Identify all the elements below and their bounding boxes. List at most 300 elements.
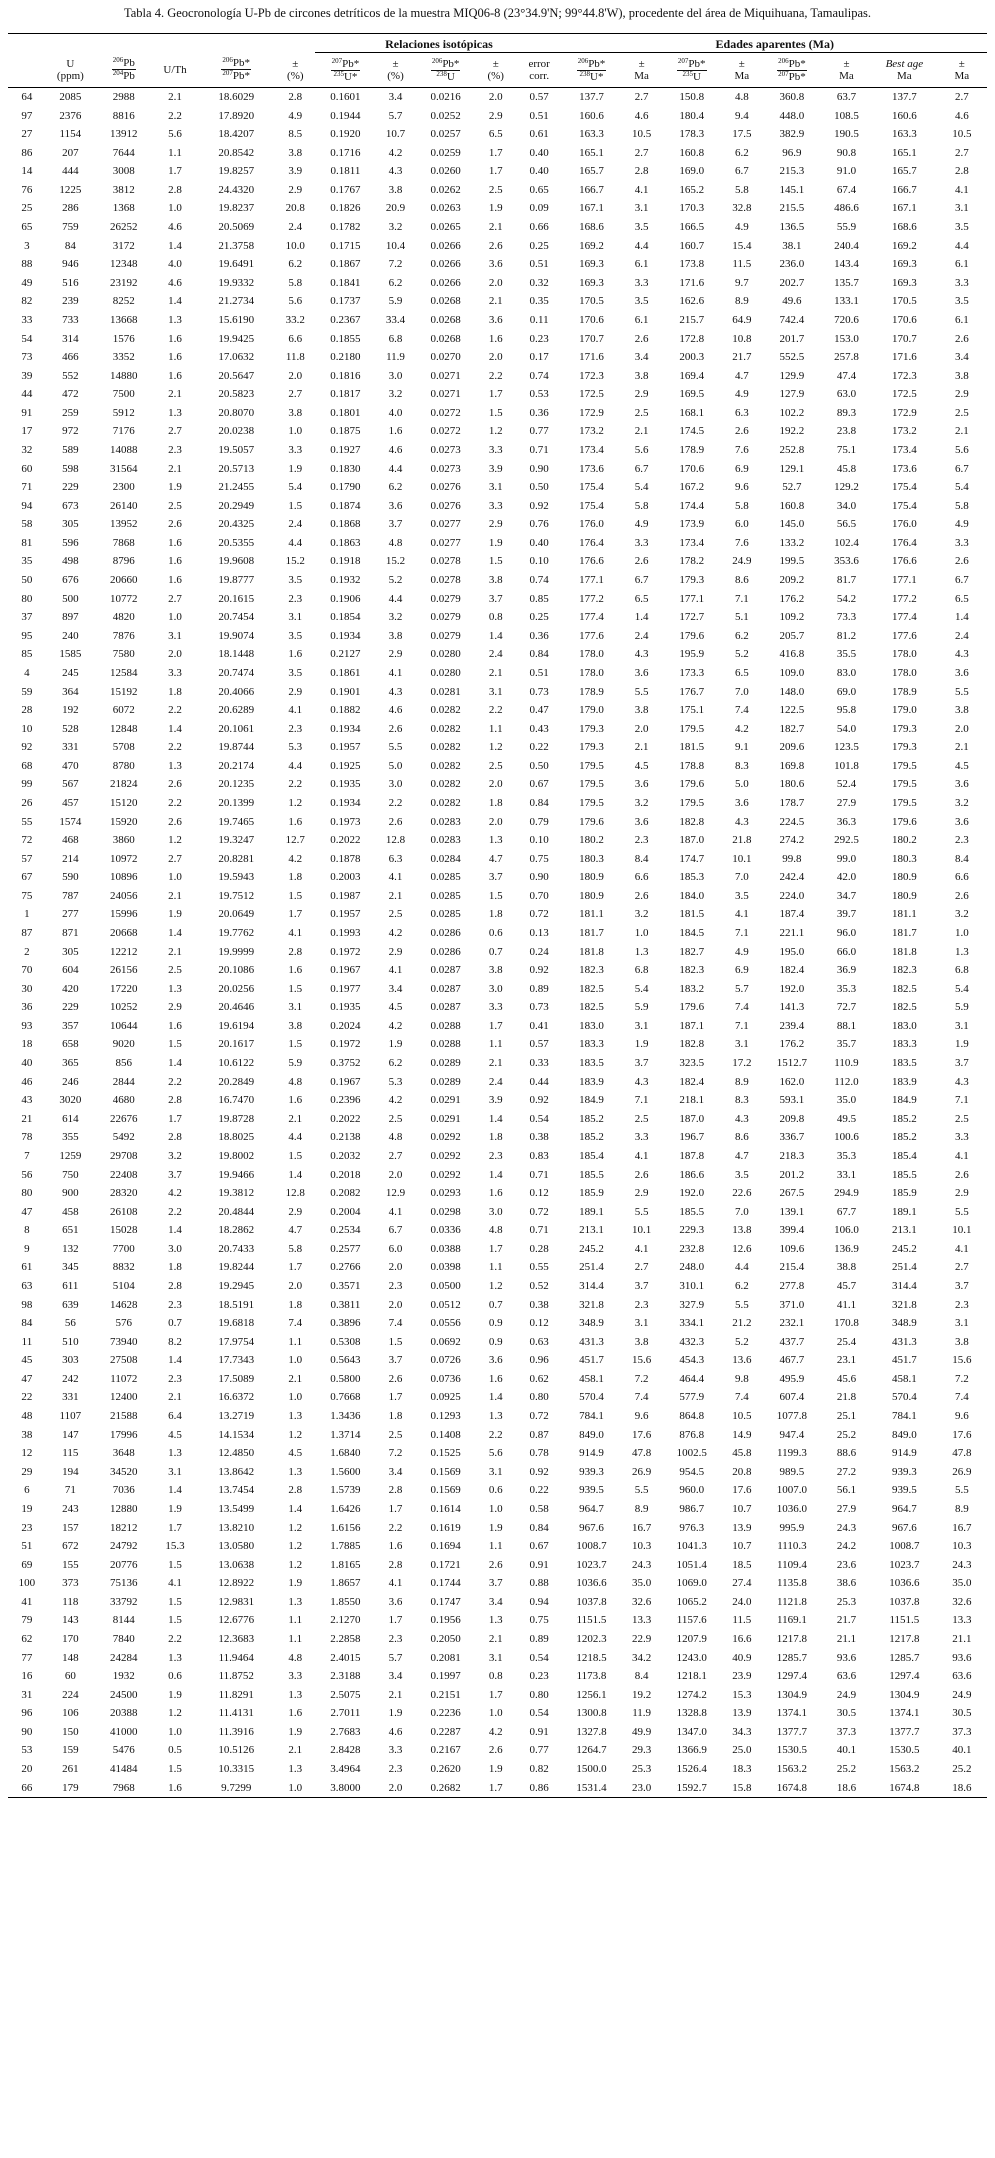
table-cell: 0.1293 [430,1410,461,1423]
table-cell: 185.5 [891,1168,917,1181]
table-cell: 20.1615 [218,592,255,605]
table-cell: 179.0 [579,704,604,717]
table-cell: 172.3 [891,369,917,382]
table-cell: 720.6 [834,313,859,326]
table-cell: 0.50 [529,481,549,494]
table-cell: 14.9 [732,1428,752,1441]
table-cell: 6.7 [954,574,969,587]
table-cell: 2.6 [488,239,503,252]
table-cell: 180.6 [779,778,805,791]
table-cell: 1304.9 [776,1688,808,1701]
table-cell: 964.7 [891,1502,917,1515]
table-cell: 20.5647 [218,369,255,382]
table-row [8,794,987,813]
table-cell: 6.0 [388,1242,403,1255]
table-cell: 0.0280 [430,648,461,661]
table-cell: 0.10 [529,834,549,847]
table-cell: 10.3315 [218,1763,255,1776]
table-row [8,218,987,237]
table-cell: 259 [62,406,79,419]
table-cell: 0.2151 [430,1688,461,1701]
table-cell: 2.3 [388,1280,403,1292]
table-cell: 0.0285 [430,871,461,884]
table-cell: 1.0 [168,1725,182,1738]
table-cell: 7.6 [734,443,749,456]
table-cell: 0.1619 [430,1521,461,1534]
table-row [8,738,987,757]
table-cell: 242.4 [779,871,805,884]
table-cell: 1.8 [168,1261,182,1274]
table-cell: 12.3683 [218,1632,255,1645]
table-cell: 1.0 [634,927,649,940]
table-cell: 454.3 [679,1354,705,1367]
table-row [8,590,987,609]
table-cell: 1.3 [288,1410,303,1423]
table-cell: 2.3 [388,1763,403,1776]
table-cell: 176.4 [891,536,917,549]
table-cell: 181.7 [891,927,917,940]
table-cell: 81.7 [836,574,857,587]
table-cell: 1.3 [634,945,649,958]
table-cell: 0.77 [529,1744,549,1757]
table-cell: 0.92 [529,964,549,977]
table-cell: 1.3 [168,406,182,419]
table-cell: 20 [21,1763,33,1776]
col-header-age-207-235: $\frac{^{207}Pb*}{^{235}U}$ [663,53,721,88]
table-cell: 0.0279 [430,611,461,624]
table-cell: 1.3714 [330,1428,361,1441]
table-cell: 2.8 [954,165,969,178]
table-cell: 2.9 [634,1187,649,1200]
table-cell: 0.0268 [430,332,461,345]
table-cell: 6.7 [634,462,649,475]
table-cell: 195.9 [679,648,705,661]
table-cell: 66.0 [836,945,857,958]
table-cell: 5.8 [954,499,969,512]
table-cell: 177.1 [579,574,604,587]
table-cell: 1.6 [388,425,403,438]
table-cell: 0.0252 [430,109,461,122]
table-cell: 1008.7 [889,1540,920,1553]
table-cell: 4.5 [168,1428,182,1441]
table-cell: 20.1617 [218,1038,255,1051]
table-cell: 201.2 [779,1168,805,1181]
table-cell: 31 [21,1688,33,1701]
table-cell: 2.3 [168,443,182,456]
table-cell: 3.2 [388,388,403,401]
table-cell: 169.8 [779,759,805,772]
table-cell: 0.77 [529,425,549,438]
table-cell: 139.1 [779,1205,805,1218]
table-cell: 0.40 [529,165,549,178]
table-cell: 20.1399 [218,796,255,809]
col-header-best-err: ± Ma [937,53,987,88]
table-cell: 3.5 [288,666,303,679]
table-cell: 1008.7 [576,1540,607,1553]
table-cell: 45.6 [836,1372,857,1385]
table-cell: 2.1 [168,388,182,401]
table-cell: 3.9 [288,165,303,178]
table-cell: 3.6 [634,778,649,791]
table-row [8,980,987,999]
table-cell: 169.3 [579,258,604,271]
table-cell: 4.1 [634,1242,649,1255]
table-cell: 160.8 [779,499,805,512]
table-cell: 3.8 [388,183,403,196]
table-cell: 10.6122 [218,1057,255,1070]
table-cell: 5.6 [488,1447,503,1460]
table-cell: 2300 [112,481,135,494]
table-cell: 1.9 [488,1521,503,1534]
table-cell: 178.0 [891,666,917,679]
table-cell: 5912 [112,406,135,419]
table-cell: 79 [21,1614,33,1627]
table-cell: 466 [62,351,79,364]
table-cell: 3.6 [388,499,403,512]
table-cell: 2.0 [488,778,503,791]
table-cell: 26 [21,796,33,809]
table-cell: 174.4 [679,499,705,512]
table-cell: 2.2 [488,704,503,717]
table-cell: 10.1 [631,1224,652,1237]
table-cell: 47.8 [631,1447,652,1460]
table-cell: 91.0 [836,165,857,178]
table-cell: 0.85 [529,592,549,605]
table-cell: 12.7 [285,834,305,847]
table-cell: 4.2 [488,1725,503,1738]
table-cell: 20.1061 [218,722,255,735]
table-cell: 4.1 [388,666,403,679]
table-cell: 38.1 [782,239,802,252]
table-cell: 416.8 [779,648,805,661]
table-cell: 2.7 [954,91,969,103]
table-cell: 245 [62,666,79,679]
table-cell: 7500 [112,388,135,401]
table-cell: 1.2 [488,741,503,754]
table-cell: 0.8 [488,611,503,624]
table-cell: 20.4646 [218,1001,255,1014]
table-cell: 19.8002 [218,1149,255,1162]
table-cell: 52.4 [836,778,857,791]
table-cell: 179.3 [891,741,917,754]
table-cell: 5.1 [734,611,749,624]
table-cell: 1.0 [488,1707,503,1720]
table-cell: 40.1 [952,1744,972,1757]
table-row [8,274,987,293]
table-cell: 47 [21,1205,33,1218]
table-cell: 1110.3 [777,1540,807,1553]
table-row [8,1556,987,1575]
table-row [8,311,987,330]
table-cell: 177.4 [579,611,604,624]
table-cell: 171.6 [679,276,705,289]
table-cell: 0.1997 [430,1670,461,1683]
table-cell: 0.0292 [430,1168,461,1181]
table-cell: 3.4 [488,1595,503,1608]
table-row [8,1667,987,1686]
table-cell: 1500.0 [576,1763,607,1776]
table-cell: 20.8070 [218,406,255,419]
table-cell: 2.0 [954,722,969,735]
table-cell: 25.4 [836,1335,857,1348]
table-cell: 2.6 [168,815,182,828]
table-cell: 0.0260 [430,165,461,178]
table-cell: 0.41 [529,1019,549,1032]
table-cell: 2.1 [488,295,503,308]
table-cell: 2.7683 [330,1725,361,1738]
table-cell: 5.0 [734,778,749,791]
table-cell: 56 [21,1168,33,1181]
table-cell: 3.7 [388,518,403,531]
table-cell: 45.8 [836,462,857,475]
table-cell: 4.1 [288,704,303,717]
table-cell: 224.0 [779,889,805,902]
table-cell: 0.0292 [430,1131,461,1144]
table-cell: 17 [21,425,33,438]
table-cell: 2.8 [288,945,303,958]
table-cell: 8.9 [734,1075,749,1088]
table-cell: 5.9 [954,1001,969,1014]
table-cell: 1023.7 [889,1558,920,1571]
table-cell: 0.0278 [430,574,461,587]
table-cell: 19.2945 [218,1280,255,1292]
table-cell: 13.5499 [218,1502,255,1515]
table-cell: 1.5 [288,1038,303,1051]
table-cell: 7.2 [954,1372,969,1385]
table-cell: 47.8 [952,1447,972,1460]
table-cell: 32.6 [952,1595,972,1608]
table-cell: 194 [62,1465,79,1478]
table-cell: 0.92 [529,1465,549,1478]
table-cell: 3.2 [388,221,403,234]
table-cell: 80 [21,592,33,605]
table-cell: 0.2236 [430,1707,461,1720]
table-cell: 153.0 [834,332,859,345]
table-cell: 10 [21,722,33,735]
table-cell: 2.9 [488,518,503,531]
table-cell: 13.0580 [218,1540,255,1553]
table-cell: 4.9 [734,221,749,234]
table-cell: 6.0 [734,518,749,531]
table-cell: 47.4 [836,369,857,382]
table-cell: 0.25 [529,611,549,624]
table-cell: 9.6 [734,481,749,494]
table-cell: 0.78 [529,1447,549,1460]
table-cell: 24500 [110,1688,138,1701]
table-cell: 170.7 [579,332,604,345]
table-cell: 2.0 [168,648,182,661]
table-cell: 20.5713 [218,462,255,475]
table-cell: 150.8 [679,91,705,103]
table-cell: 336.7 [779,1131,805,1144]
table-cell: 2.8 [388,1558,403,1571]
table-cell: 0.0282 [430,778,461,791]
table-cell: 179.3 [579,741,604,754]
table-cell: 187.4 [779,908,805,921]
table-cell: 451.7 [579,1354,604,1367]
table-cell: 1.6 [168,1019,182,1032]
table-cell: 0.7 [488,945,503,958]
table-cell: 1.1 [288,1632,303,1645]
table-cell: 2.7 [168,592,182,605]
table-cell: 99.8 [782,852,802,865]
table-cell: 8.3 [734,759,749,772]
table-cell: 3.9 [488,1094,503,1107]
table-cell: 0.58 [529,1502,549,1515]
table-cell: 4.2 [388,146,403,159]
table-cell: 24.9 [732,555,752,568]
table-cell: 15.8 [721,1779,763,1798]
table-cell: 0.0273 [430,443,461,456]
table-cell: 0.1801 [330,406,361,419]
table-cell: 1.5600 [330,1465,361,1478]
table-cell: 35.5 [836,648,857,661]
table-cell: 92 [21,741,33,754]
table-cell: 2.9 [388,945,403,958]
table-cell: 1051.4 [676,1558,707,1571]
table-cell: 8.9 [634,1502,649,1515]
table-cell: 10.3 [631,1540,652,1553]
table-cell: 6.2 [388,276,403,289]
table-cell: 0.0388 [430,1242,461,1255]
table-cell: 4.8 [288,1651,303,1664]
table-cell: 6.9 [734,462,749,475]
table-row [8,107,987,126]
table-row [8,422,987,441]
table-cell: 1107 [59,1410,82,1423]
table-cell: 1.9 [288,462,303,475]
col-header-age-err-1: ± Ma [620,53,662,88]
table-cell: 12.8 [285,1187,305,1200]
col-header-206-238: $\frac{^{206}Pb*}{^{238}U}$ [416,53,476,88]
table-row [8,1704,987,1723]
table-cell: 0.2081 [430,1651,461,1664]
table-cell: 1.4 [488,1112,503,1125]
table-cell: 36.9 [836,964,857,977]
table-cell: 229.3 [679,1224,705,1237]
table-cell: 0.0280 [430,666,461,679]
table-cell: 365 [62,1057,79,1070]
table-cell: 91 [21,406,33,419]
table-cell: 51 [21,1540,33,1553]
table-cell: 2.1 [388,889,403,902]
table-cell: 13.6 [732,1354,752,1367]
table-cell: 0.1918 [330,555,361,568]
table-cell: 0.1817 [330,388,361,401]
table-cell: 12 [21,1447,33,1460]
table-cell: 2.2 [168,704,182,717]
table-row [8,1054,987,1073]
table-cell: 849.0 [579,1428,604,1441]
table-cell: 25.3 [836,1595,857,1608]
table-cell: 2.4 [634,629,649,642]
table-cell: 176.0 [579,518,604,531]
table-cell: 19.9074 [218,629,255,642]
table-cell: 32 [21,443,33,456]
table-cell: 170.6 [579,313,604,326]
table-cell: 179 [46,1779,95,1798]
table-cell: 110.9 [834,1057,859,1070]
table-cell: 6.3 [388,852,403,865]
table-cell: 35.0 [836,1094,857,1107]
table-cell: 25.2 [836,1428,857,1441]
table-cell: 1.3 [488,1614,503,1627]
table-cell: 180.9 [891,871,917,884]
table-cell: 900 [62,1187,79,1200]
table-cell: 1.7 [168,1521,182,1534]
table-cell: 181.8 [891,945,917,958]
table-cell: 173.9 [679,518,705,531]
table-cell: 3020 [59,1094,82,1107]
table-cell: 457 [62,796,79,809]
table-cell: 0.84 [529,1521,549,1534]
table-cell: 1217.8 [889,1632,920,1645]
table-cell: 3.0 [168,1242,182,1255]
table-cell: 72 [21,834,33,847]
table-cell: 20.4066 [218,685,255,698]
table-cell: 7036 [112,1484,135,1497]
table-cell: 314 [62,332,79,345]
table-cell: 1.1 [488,1038,503,1051]
table-cell: 2.0 [288,369,303,382]
table-row [8,1147,987,1166]
table-cell: 118 [62,1595,79,1608]
table-cell: 1.6 [168,555,182,568]
table-row [8,515,987,534]
table-row [8,125,987,144]
table-cell: 160.8 [679,146,705,159]
table-cell: 1207.9 [676,1632,707,1645]
table-cell: 0.0925 [430,1391,461,1404]
table-cell: 1.6 [288,1707,303,1720]
table-cell: 7644 [112,146,135,159]
table-cell: 14628 [110,1298,138,1311]
table-cell: 0.1721 [430,1558,461,1571]
table-cell: 2.5 [388,1112,403,1125]
table-cell: 2.0 [488,351,503,364]
table-cell: 0.50 [529,759,549,772]
table-cell: 3.1 [168,629,182,642]
table-cell: 0.92 [529,1094,549,1107]
table-cell: 1.0 [168,202,182,215]
table-cell: 5.7 [388,1651,403,1664]
table-row [8,905,987,924]
table-cell: 19.9999 [218,945,255,958]
table-cell: 221.1 [779,927,805,940]
table-cell: 169.3 [891,258,917,271]
table-cell: 173.6 [891,462,917,475]
table-cell: 3.1 [954,202,969,215]
table-cell: 3.3 [954,1131,969,1144]
table-cell: 98 [21,1298,33,1311]
table-cell: 10.8 [732,332,752,345]
table-cell: 6.6 [954,871,969,884]
table-cell: 2.1 [288,1112,303,1125]
table-cell: 458.1 [891,1372,917,1385]
table-cell: 0.1972 [330,945,361,958]
table-row [8,943,987,962]
table-cell: 1.9 [168,908,182,921]
table-cell: 1297.4 [776,1670,808,1683]
table-cell: 21.2455 [218,481,255,494]
table-cell: 21.3758 [218,239,255,252]
table-cell: 0.5800 [330,1372,361,1385]
table-cell: 33.2 [285,313,305,326]
table-cell: 0.22 [529,741,549,754]
table-cell: 2.3 [168,1372,182,1385]
table-cell: 19.6818 [218,1317,255,1330]
table-cell: 224 [62,1688,79,1701]
